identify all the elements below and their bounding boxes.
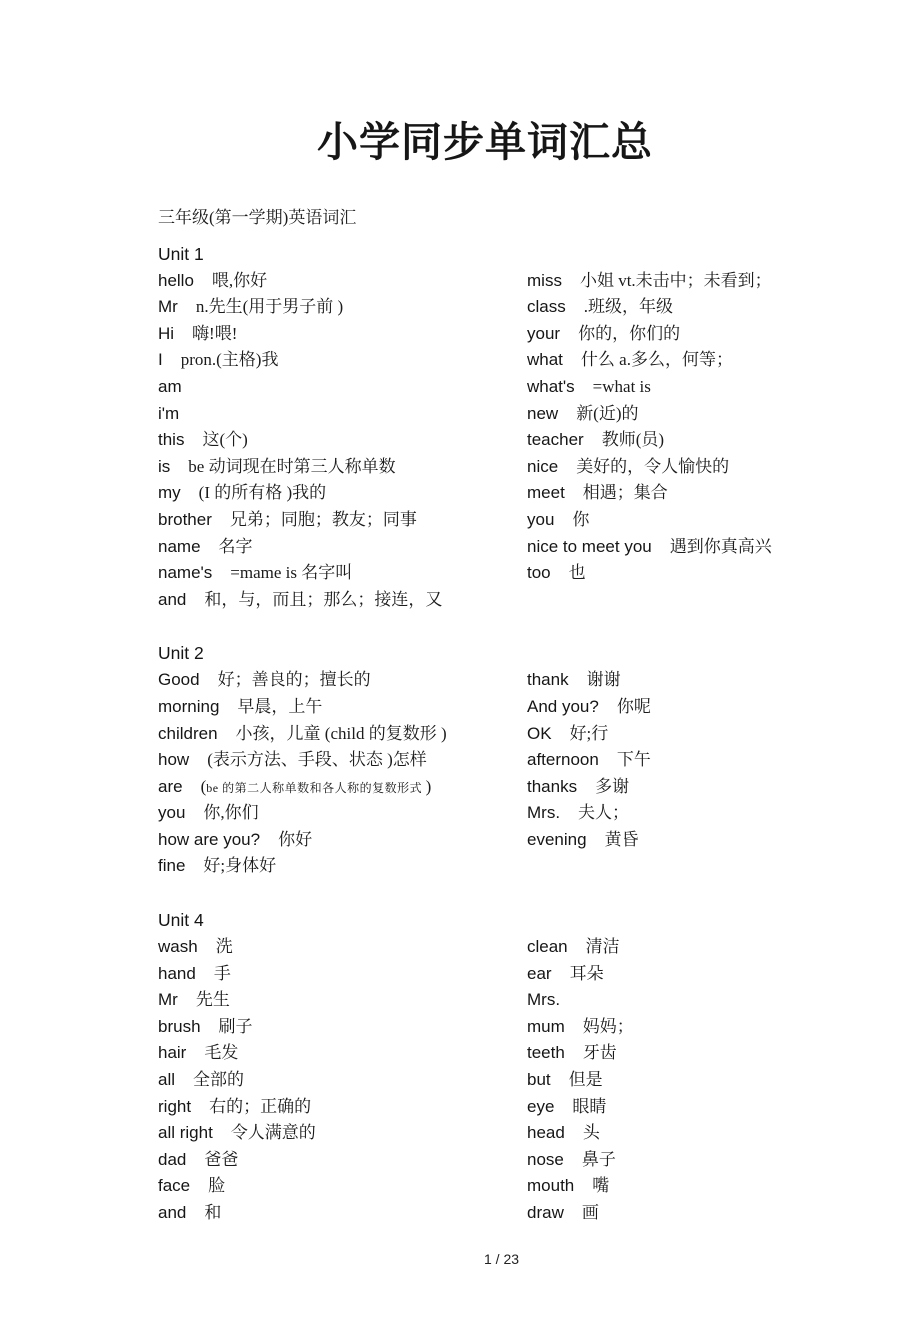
word-entry [158,1067,527,1094]
word-definition: n.先生(用于男子前 ) [195,297,344,317]
unit-columns [158,934,860,1227]
word-definition: 好;身体好 [203,856,277,876]
word-definition: 画 [581,1203,599,1223]
word-entry [158,1040,527,1067]
word-definition: .班级，年级 [583,297,673,317]
word-english: are [158,776,183,796]
word-entry [158,480,527,507]
word-english: wash [158,937,198,957]
word-definition: 爸爸 [204,1149,239,1169]
word-definition: 先生 [195,990,230,1010]
document-subtitle: 三年级(第一学期)英语词汇 [158,207,357,227]
word-english: this [158,430,185,450]
word-english: thanks [527,776,578,796]
word-entry [527,534,860,561]
word-definition: 洗 [215,937,233,957]
unit-columns [158,667,860,880]
word-entry [158,587,527,614]
word-english: dad [158,1149,187,1169]
word-definition: 教师(员) [601,430,665,450]
word-definition: 遇到你真高兴 [669,536,772,556]
word-entry [158,774,527,801]
word-entry [158,1094,527,1121]
word-entry [158,1200,527,1227]
word-definition: 也 [568,563,586,583]
word-english: all [158,1070,176,1090]
word-column-right [527,268,860,587]
word-entry [527,1014,860,1041]
word-entry [158,694,527,721]
word-english: afternoon [527,750,599,770]
word-definition: 牙齿 [582,1043,617,1063]
word-entry [158,454,527,481]
word-english: evening [527,829,587,849]
word-english: all right [158,1123,213,1143]
word-english: and [158,589,187,609]
word-entry [527,560,860,587]
word-english: teacher [527,430,584,450]
word-english: meet [527,483,565,503]
word-english: and [158,1203,187,1223]
word-english: new [527,403,559,423]
word-english: name's [158,563,213,583]
word-english: what's [527,376,575,396]
word-definition: 美好的，令人愉快的 [576,456,730,476]
word-english: brush [158,1016,201,1036]
word-definition: 脸 [208,1176,226,1196]
word-entry [527,1094,860,1121]
word-english: how are you? [158,829,261,849]
word-entry [158,534,527,561]
word-entry [527,987,860,1014]
word-entry [527,454,860,481]
word-entry [527,321,860,348]
word-definition: 名字 [218,536,253,556]
word-entry [158,1120,527,1147]
page-number-indicator: 1 / 23 [483,1251,520,1268]
word-definition: =mame is 名字叫 [230,563,353,583]
word-english: nice to meet you [527,536,652,556]
word-entry [158,268,527,295]
word-entry [527,427,860,454]
word-english: am [158,376,182,396]
word-entry [527,1200,860,1227]
word-definition: 清洁 [585,937,620,957]
word-entry [158,800,527,827]
word-english: Mrs. [527,803,561,823]
word-definition: 右的；正确的 [209,1096,312,1116]
word-definition: 刷子 [218,1016,253,1036]
word-english: but [527,1070,551,1090]
word-english: children [158,723,218,743]
word-english: clean [527,937,568,957]
unit-header: Unit 1 [158,243,204,264]
word-definition: 你,你们 [203,803,259,823]
word-definition: (I 的所有格 )我的 [198,483,327,503]
word-entry [527,347,860,374]
word-english: my [158,483,181,503]
word-definition: 头 [582,1123,600,1143]
word-english: teeth [527,1043,565,1063]
word-definition: 多谢 [595,776,630,796]
word-definition: 相遇；集合 [582,483,668,503]
word-entry [527,667,860,694]
word-entry [527,1120,860,1147]
word-english: miss [527,270,562,290]
unit-columns [158,268,860,614]
word-english: brother [158,509,212,529]
word-entry [158,347,527,374]
page-title: 小学同步单词汇总 [317,119,653,166]
word-english: name [158,536,201,556]
word-entry [527,1147,860,1174]
word-definition: 但是 [568,1070,603,1090]
word-entry [158,560,527,587]
word-entry [527,1040,860,1067]
word-column-left [158,268,527,614]
word-definition: 兄弟；同胞；教友；同事 [229,509,417,529]
word-entry [527,1067,860,1094]
word-definition: 什么 a.多么，何等； [580,350,733,370]
word-column-left [158,667,527,880]
word-entry [527,268,860,295]
word-entry [158,507,527,534]
word-definition: 新(近)的 [576,403,639,423]
word-definition: 令人满意的 [230,1123,316,1143]
word-entry [158,987,527,1014]
word-definition: 嗨!喂! [192,323,238,343]
word-entry [527,747,860,774]
unit-header: Unit 4 [158,910,204,931]
word-definition: (表示方法、手段、状态 )怎样 [207,750,427,770]
word-english: what [527,350,563,370]
word-english: eye [527,1096,555,1116]
word-english: mouth [527,1176,575,1196]
unit-section [158,639,860,880]
word-definition: 好；善良的；擅长的 [217,670,371,690]
word-entry [527,827,860,854]
word-definition: 你 [572,509,590,529]
word-english: face [158,1176,191,1196]
word-column-right [527,667,860,853]
word-english: head [527,1123,565,1143]
word-entry [158,961,527,988]
word-entry [158,721,527,748]
word-entry [158,401,527,428]
word-english: Mr [158,297,178,317]
word-definition: 这(个) [202,430,248,450]
word-definition: 眼睛 [572,1096,607,1116]
word-english: I [158,350,163,370]
word-entry [158,747,527,774]
word-entry [158,853,527,880]
word-definition: 你的，你们的 [578,323,681,343]
word-definition: 毛发 [204,1043,239,1063]
word-entry [158,827,527,854]
word-entry [158,374,527,401]
word-english: Good [158,670,200,690]
word-definition: 妈妈； [582,1016,634,1036]
word-definition: 鼻子 [581,1149,616,1169]
word-definition: (be 的第二人称单数和各人称的复数形式 ) [200,776,432,796]
word-definition: 你呢 [616,696,651,716]
word-english: nose [527,1149,564,1169]
word-english: mum [527,1016,565,1036]
word-english: ear [527,963,552,983]
word-english: class [527,297,566,317]
word-entry [158,427,527,454]
unit-section [158,906,860,1227]
word-english: is [158,456,171,476]
unit-section [158,240,860,614]
word-english: morning [158,696,220,716]
word-entry [527,374,860,401]
word-entry [158,667,527,694]
word-entry [158,1014,527,1041]
word-definition: 全部的 [193,1070,245,1090]
word-definition: 黄昏 [604,829,639,849]
word-definition: 和 [204,1203,222,1223]
word-entry [158,934,527,961]
word-definition: 喂,你好 [211,270,268,290]
word-definition: 下午 [616,750,651,770]
word-entry [527,961,860,988]
word-definition: 小姐 vt.未击中；未看到； [579,270,772,290]
word-definition: 好;行 [569,723,609,743]
unit-header: Unit 2 [158,643,204,664]
word-entry [527,774,860,801]
word-english: your [527,323,561,343]
word-english: you [527,509,555,529]
word-english: too [527,563,551,583]
units-container [158,240,860,1227]
word-definition-small-note: be 的第二人称单数和各人称的复数形式 [206,780,426,795]
word-english: hair [158,1043,187,1063]
word-entry [527,721,860,748]
word-definition: pron.(主格)我 [180,350,279,370]
word-english: i'm [158,403,180,423]
word-definition: 早晨，上午 [237,696,323,716]
word-entry [158,1147,527,1174]
word-entry [527,507,860,534]
word-definition: be 动词现在时第三人称单数 [188,456,396,476]
word-english: hand [158,963,196,983]
word-definition: 谢谢 [586,670,621,690]
word-entry [527,694,860,721]
word-english: hello [158,270,194,290]
word-english: And you? [527,696,599,716]
word-entry [527,294,860,321]
word-entry [527,1173,860,1200]
word-entry [158,1173,527,1200]
word-english: OK [527,723,552,743]
word-entry [527,934,860,961]
word-english: fine [158,856,186,876]
word-definition: 和，与，而且；那么；接连，又 [204,589,443,609]
word-english: thank [527,670,569,690]
word-definition: 手 [213,963,231,983]
word-entry [527,401,860,428]
word-entry [158,294,527,321]
word-definition: =what is [592,376,651,396]
word-definition: 耳朵 [569,963,604,983]
word-definition: 嘴 [592,1176,610,1196]
word-definition: 夫人； [578,803,630,823]
word-english: Mrs. [527,990,561,1010]
word-english: right [158,1096,192,1116]
word-english: Hi [158,323,175,343]
word-entry [158,321,527,348]
word-english: how [158,750,190,770]
word-entry [527,800,860,827]
word-english: Mr [158,990,178,1010]
word-english: you [158,803,186,823]
word-english: draw [527,1203,564,1223]
word-entry [527,480,860,507]
word-definition: 你好 [278,829,313,849]
word-column-right [527,934,860,1227]
word-column-left [158,934,527,1227]
word-definition: 小孩，儿童 (child 的复数形 ) [235,723,447,743]
word-english: nice [527,456,559,476]
